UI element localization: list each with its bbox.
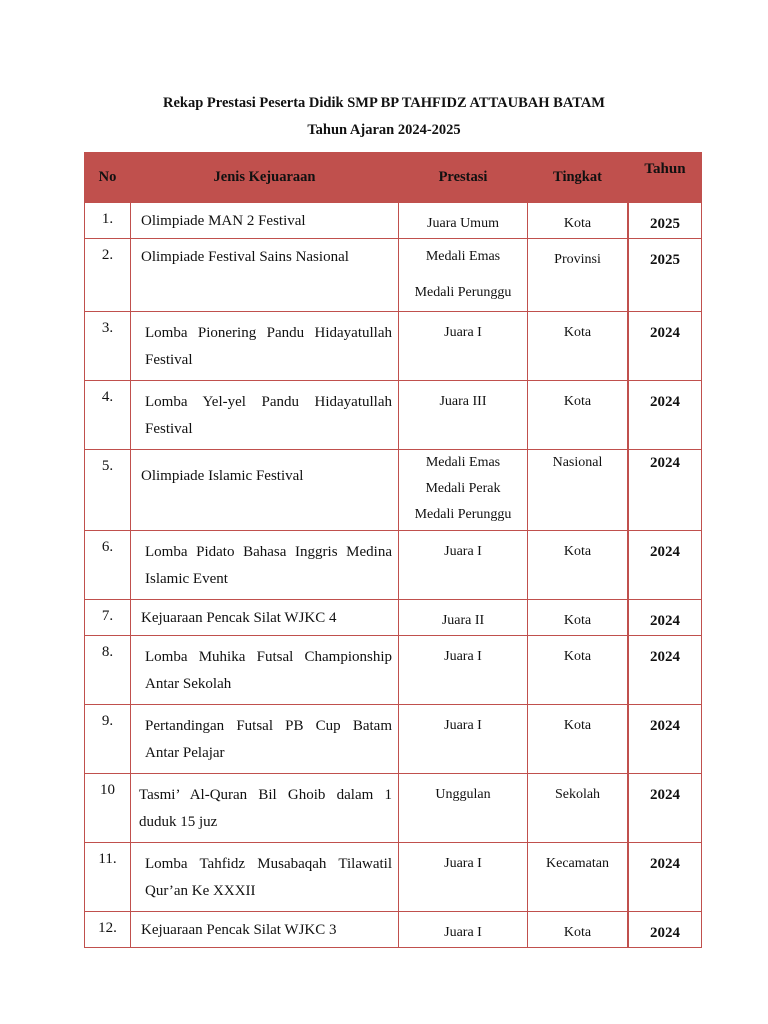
event-name [131,843,399,912]
achievement-item: Medali Perunggu [414,285,512,300]
level: Kecamatan [528,843,629,912]
event-name [131,636,399,705]
event-name [131,239,399,312]
level: Kota [528,636,629,705]
level: Kota [528,203,629,239]
year: 2024 [628,774,702,843]
row-number: 8. [85,636,131,705]
row-number: 10 [85,774,131,843]
table-row [85,203,702,239]
event-name [131,705,399,774]
event-name-text: Lomba Muhika Futsal Championship Antar Sekolah [145,649,392,692]
table-row [85,912,702,948]
event-name-text: Olimpiade Islamic Festival [141,468,304,484]
achievement-table [84,152,702,948]
table-row [85,239,702,312]
header-jenis-kejuaraan: Jenis Kejuaraan [131,153,399,203]
level: Kota [528,705,629,774]
document-subtitle: Tahun Ajaran 2024-2025 [307,122,461,138]
event-name-text: Olimpiade Festival Sains Nasional [141,249,349,265]
year: 2024 [628,450,702,531]
row-number: 3. [85,312,131,381]
header-tingkat: Tingkat [528,153,629,203]
achievement-item: Juara I [444,325,482,340]
event-name [131,531,399,600]
achievement [399,381,528,450]
achievement-item: Juara III [439,394,487,409]
event-name-text: Pertandingan Futsal PB Cup Batam Antar Pelajar [145,718,392,761]
year: 2024 [628,381,702,450]
event-name-text: Lomba Pidato Bahasa Inggris Medina Islamic Event [145,544,392,587]
achievement [399,239,528,312]
year: 2024 [628,600,702,636]
level: Nasional [528,450,629,531]
achievement [399,636,528,705]
event-name-text: Tasmi’ Al-Quran Bil Ghoib dalam 1 duduk 15 juz [139,787,392,830]
achievement-item: Juara II [441,613,485,628]
row-number: 12. [85,912,131,948]
event-name-text: Kejuaraan Pencak Silat WJKC 4 [141,610,337,626]
header-no: No [85,153,131,203]
achievement [399,774,528,843]
achievement [399,600,528,636]
table-row [85,705,702,774]
achievement-item: Juara I [444,925,482,940]
table-row [85,381,702,450]
level: Kota [528,600,629,636]
row-number: 6. [85,531,131,600]
achievement [399,705,528,774]
achievement-item: Unggulan [435,787,491,802]
row-number: 5. [85,450,131,531]
event-name-text: Lomba Pionering Pandu Hidayatullah Festival [145,325,392,368]
row-number: 11. [85,843,131,912]
event-name [131,203,399,239]
achievement-item: Juara I [444,649,482,664]
table-row [85,636,702,705]
achievement-item: Medali Emas [425,249,501,264]
row-number: 9. [85,705,131,774]
table-row [85,531,702,600]
year: 2024 [628,312,702,381]
year: 2024 [628,843,702,912]
event-name-text: Kejuaraan Pencak Silat WJKC 3 [141,922,337,938]
year: 2024 [628,531,702,600]
achievement-item: Medali Perak [425,481,501,496]
year: 2024 [628,636,702,705]
achievement [399,203,528,239]
table-row [85,774,702,843]
level: Sekolah [528,774,629,843]
achievement-item: Juara I [444,544,482,559]
achievement-item: Juara I [444,718,482,733]
year: 2025 [628,239,702,312]
achievement-item: Juara Umum [427,216,499,231]
event-name [131,774,399,843]
year: 2025 [628,203,702,239]
achievement [399,843,528,912]
event-name [131,912,399,948]
row-number: 7. [85,600,131,636]
event-name [131,450,399,531]
achievement [399,312,528,381]
achievement [399,531,528,600]
document-title: Rekap Prestasi Peserta Didik SMP BP TAHFIDZ ATTAUBAH BATAM [163,95,605,111]
row-number: 2. [85,239,131,312]
achievement [399,450,528,531]
event-name [131,600,399,636]
event-name [131,381,399,450]
level: Kota [528,312,629,381]
level: Kota [528,912,629,948]
year: 2024 [628,912,702,948]
table-row [85,843,702,912]
header-tahun: Tahun [628,153,702,203]
event-name-text: Olimpiade MAN 2 Festival [141,213,306,229]
table-header-row [85,153,702,203]
table-row [85,600,702,636]
event-name [131,312,399,381]
level: Provinsi [528,239,629,312]
table-row [85,450,702,531]
achievement [399,912,528,948]
row-number: 1. [85,203,131,239]
event-name-text: Lomba Yel-yel Pandu Hidayatullah Festival [145,394,392,437]
achievement-item: Medali Perunggu [414,507,512,522]
event-name-text: Lomba Tahfidz Musabaqah Tilawatil Qur’an Ke XXXII [145,856,392,899]
year: 2024 [628,705,702,774]
achievement-item: Juara I [444,856,482,871]
header-prestasi: Prestasi [399,153,528,203]
level: Kota [528,381,629,450]
achievement-item: Medali Emas [425,455,501,470]
level: Kota [528,531,629,600]
table-row [85,312,702,381]
row-number: 4. [85,381,131,450]
